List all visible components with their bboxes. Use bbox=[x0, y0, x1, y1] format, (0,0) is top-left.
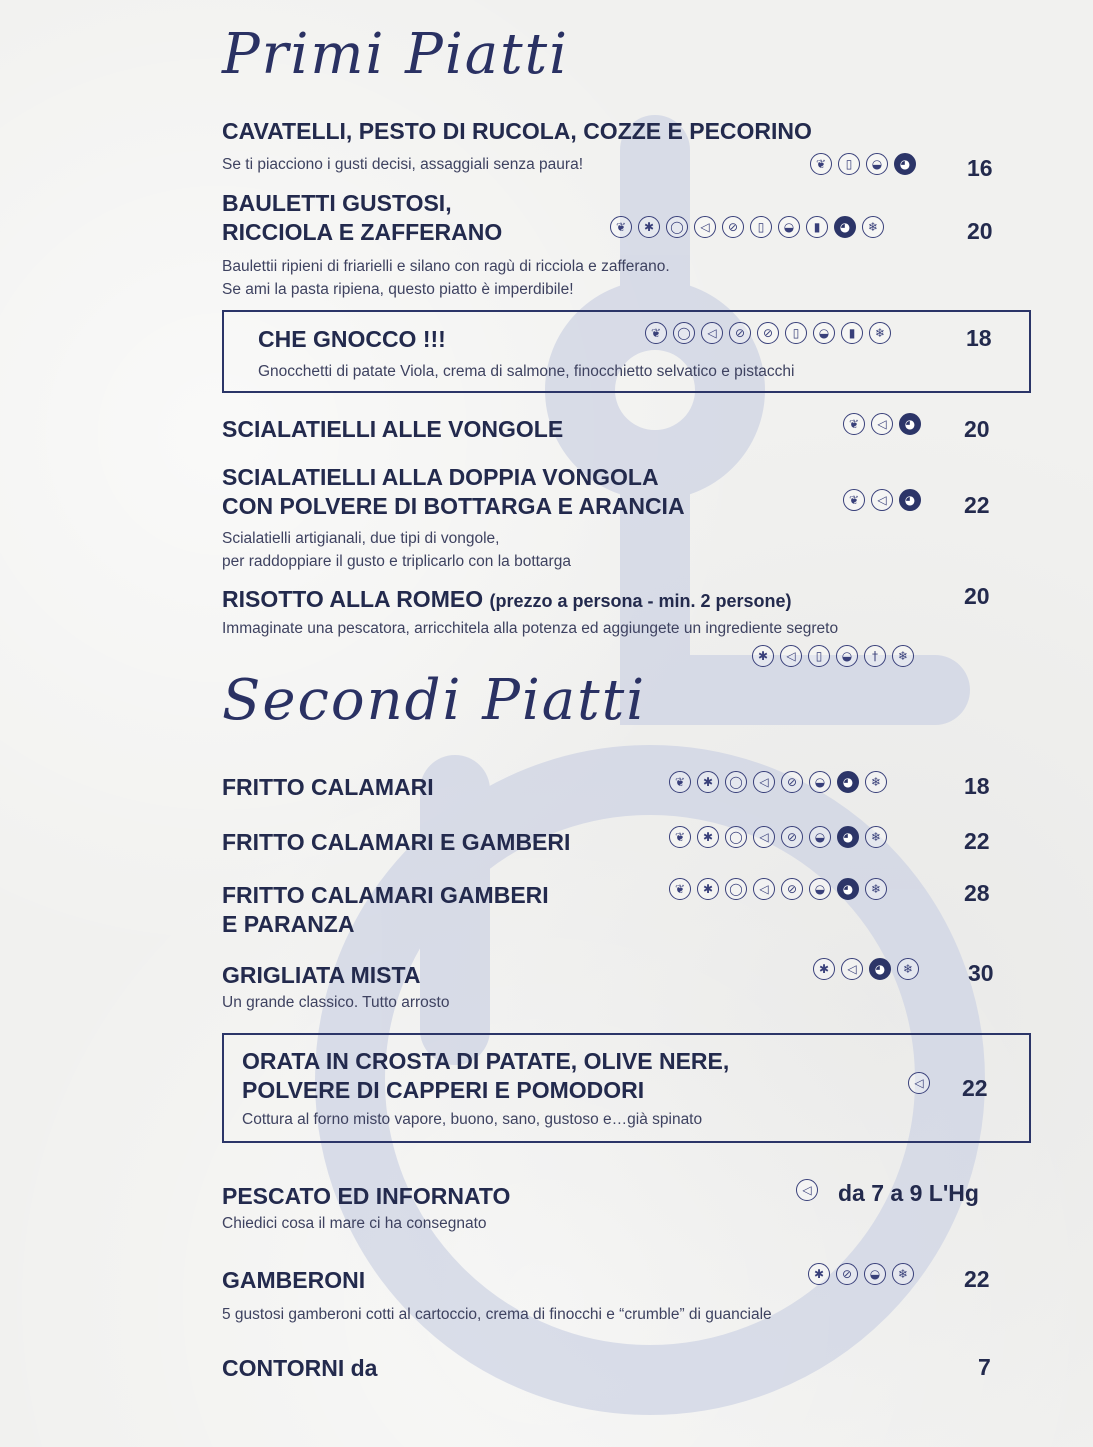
allergen-icons bbox=[752, 645, 914, 667]
fish-icon: ◁ bbox=[871, 413, 893, 435]
egg-outline-icon: ◯ bbox=[725, 826, 747, 848]
allergen-icons bbox=[813, 958, 919, 980]
mollusc-icon: ◕ bbox=[837, 771, 859, 793]
celery-icon: ▮ bbox=[806, 216, 828, 238]
crustacean-icon: ✱ bbox=[752, 645, 774, 667]
milk-icon: ▯ bbox=[750, 216, 772, 238]
dish-name: RISOTTO ALLA ROMEO bbox=[222, 586, 484, 612]
dish-price: 20 bbox=[967, 218, 993, 244]
crustacean-icon: ✱ bbox=[813, 958, 835, 980]
dish-name: GRIGLIATA MISTA bbox=[222, 962, 421, 988]
dish-price: 22 bbox=[964, 828, 990, 854]
dish-name: ORATA IN CROSTA DI PATATE, OLIVE NERE, bbox=[242, 1048, 730, 1074]
dish-description: Baulettii ripieni di friarielli e silano con ragù di ricciola e zafferano. bbox=[222, 258, 670, 275]
nut-icon: ⊘ bbox=[781, 878, 803, 900]
dish-name: GAMBERONI bbox=[222, 1267, 366, 1293]
dish-price: 22 bbox=[962, 1075, 988, 1101]
dish-description: Se ami la pasta ripiena, questo piatto è imperdibile! bbox=[222, 281, 574, 298]
nut-icon: ⊘ bbox=[836, 1263, 858, 1285]
crustacean-icon: ✱ bbox=[697, 826, 719, 848]
dish-name: SCIALATIELLI ALLE VONGOLE bbox=[222, 416, 564, 442]
egg-icon: ◒ bbox=[864, 1263, 886, 1285]
section-title-primi: Primi Piatti bbox=[222, 22, 570, 87]
frozen-icon: ❄ bbox=[865, 878, 887, 900]
dish-name: FRITTO CALAMARI bbox=[222, 774, 434, 800]
egg-outline-icon: ◯ bbox=[725, 878, 747, 900]
frozen-icon: ❄ bbox=[862, 216, 884, 238]
celery-icon: ▮ bbox=[841, 322, 863, 344]
egg-outline-icon: ◯ bbox=[673, 322, 695, 344]
mollusc-icon: ◕ bbox=[899, 489, 921, 511]
dish-price: 28 bbox=[964, 880, 990, 906]
dish-name: CAVATELLI, PESTO DI RUCOLA, COZZE E PECORINO bbox=[222, 118, 812, 144]
mollusc-icon: ◕ bbox=[899, 413, 921, 435]
dish-price: 18 bbox=[964, 773, 990, 799]
dish-price: da 7 a 9 L'Hg bbox=[838, 1180, 979, 1206]
egg-icon: ◒ bbox=[836, 645, 858, 667]
crustacean-icon: ✱ bbox=[638, 216, 660, 238]
fish-icon: ◁ bbox=[694, 216, 716, 238]
dish-price: 18 bbox=[966, 325, 992, 351]
mollusc-icon: ◕ bbox=[837, 878, 859, 900]
frozen-icon: ❄ bbox=[869, 322, 891, 344]
mollusc-icon: ◕ bbox=[837, 826, 859, 848]
dish-name: FRITTO CALAMARI GAMBERI bbox=[222, 882, 549, 908]
dish-name: SCIALATIELLI ALLA DOPPIA VONGOLA bbox=[222, 464, 659, 490]
gluten-icon: ❦ bbox=[669, 878, 691, 900]
frozen-icon: ❄ bbox=[865, 771, 887, 793]
nut-icon: ⊘ bbox=[757, 322, 779, 344]
dish-description: 5 gustosi gamberoni cotti al cartoccio, crema di finocchi e “crumble” di guanciale bbox=[222, 1306, 772, 1323]
milk-icon: ▯ bbox=[838, 153, 860, 175]
dish-price: 20 bbox=[964, 583, 990, 609]
dish-name: E PARANZA bbox=[222, 911, 355, 937]
milk-icon: ▯ bbox=[785, 322, 807, 344]
gluten-icon: ❦ bbox=[810, 153, 832, 175]
dish-description: Chiedici cosa il mare ci ha consegnato bbox=[222, 1215, 487, 1232]
dish-description: per raddoppiare il gusto e triplicarlo con la bottarga bbox=[222, 553, 571, 570]
egg-outline-icon: ◯ bbox=[725, 771, 747, 793]
section-title-secondi: Secondi Piatti bbox=[222, 668, 647, 733]
fish-icon: ◁ bbox=[841, 958, 863, 980]
milk-icon: ▯ bbox=[808, 645, 830, 667]
allergen-icons bbox=[908, 1072, 930, 1094]
allergen-icons bbox=[843, 413, 921, 435]
fish-icon: ◁ bbox=[701, 322, 723, 344]
frozen-icon: ❄ bbox=[865, 826, 887, 848]
fish-icon: ◁ bbox=[796, 1179, 818, 1201]
nut-icon: ⊘ bbox=[722, 216, 744, 238]
fish-icon: ◁ bbox=[908, 1072, 930, 1094]
allergen-icons bbox=[808, 1263, 914, 1285]
dish-name: CHE GNOCCO !!! bbox=[258, 326, 446, 352]
dish-description: Se ti piacciono i gusti decisi, assaggiali senza paura! bbox=[222, 156, 584, 173]
allergen-icons bbox=[645, 322, 891, 344]
dish-name: BAULETTI GUSTOSI, bbox=[222, 190, 452, 216]
dish-description: Immaginate una pescatora, arricchitela alla potenza ed aggiungete un ingrediente segreto bbox=[222, 620, 839, 637]
frozen-icon: ❄ bbox=[897, 958, 919, 980]
mollusc-icon: ◕ bbox=[869, 958, 891, 980]
gluten-icon: ❦ bbox=[669, 826, 691, 848]
dish-name: POLVERE DI CAPPERI E POMODORI bbox=[242, 1077, 645, 1103]
dish-description: Un grande classico. Tutto arrosto bbox=[222, 994, 450, 1011]
allergen-icons bbox=[610, 216, 884, 238]
dish-name: PESCATO ED INFORNATO bbox=[222, 1183, 511, 1209]
dish-description: Cottura al forno misto vapore, buono, sano, gustoso e…già spinato bbox=[242, 1111, 703, 1128]
fish-icon: ◁ bbox=[753, 826, 775, 848]
fish-icon: ◁ bbox=[753, 771, 775, 793]
egg-icon: ◒ bbox=[813, 322, 835, 344]
dish-price: 16 bbox=[967, 155, 993, 181]
dish-price: 30 bbox=[968, 960, 994, 986]
egg-icon: ◒ bbox=[809, 771, 831, 793]
gluten-icon: ❦ bbox=[843, 413, 865, 435]
dish-description: Gnocchetti di patate Viola, crema di salmone, finocchietto selvatico e pistacchi bbox=[258, 363, 795, 380]
nut-icon: ⊘ bbox=[781, 771, 803, 793]
fish-icon: ◁ bbox=[871, 489, 893, 511]
allergen-icons bbox=[669, 826, 887, 848]
mollusc-icon: ◕ bbox=[894, 153, 916, 175]
sulphite-icon: † bbox=[864, 645, 886, 667]
gluten-icon: ❦ bbox=[669, 771, 691, 793]
gluten-icon: ❦ bbox=[843, 489, 865, 511]
allergen-icons bbox=[796, 1179, 818, 1201]
egg-icon: ◒ bbox=[809, 878, 831, 900]
allergen-icons bbox=[669, 771, 887, 793]
dish-price: 22 bbox=[964, 1266, 990, 1292]
egg-icon: ◒ bbox=[778, 216, 800, 238]
allergen-icons bbox=[669, 878, 887, 900]
dish-name: CON POLVERE DI BOTTARGA E ARANCIA bbox=[222, 493, 685, 519]
crustacean-icon: ✱ bbox=[808, 1263, 830, 1285]
allergen-icons bbox=[810, 153, 916, 175]
mollusc-icon: ◕ bbox=[834, 216, 856, 238]
gluten-icon: ❦ bbox=[645, 322, 667, 344]
dish-price: 20 bbox=[964, 416, 990, 442]
nut-icon: ⊘ bbox=[781, 826, 803, 848]
dish-name-row bbox=[222, 584, 792, 616]
dish-price: 22 bbox=[964, 492, 990, 518]
nut-icon: ⊘ bbox=[729, 322, 751, 344]
egg-icon: ◒ bbox=[809, 826, 831, 848]
fish-icon: ◁ bbox=[780, 645, 802, 667]
egg-icon: ◒ bbox=[866, 153, 888, 175]
frozen-icon: ❄ bbox=[892, 645, 914, 667]
dish-name: RICCIOLA E ZAFFERANO bbox=[222, 219, 503, 245]
dish-description: Scialatielli artigianali, due tipi di vongole, bbox=[222, 530, 500, 547]
dish-name: CONTORNI da bbox=[222, 1355, 378, 1381]
egg-outline-icon: ◯ bbox=[666, 216, 688, 238]
dish-name: FRITTO CALAMARI E GAMBERI bbox=[222, 829, 571, 855]
allergen-icons bbox=[843, 489, 921, 511]
fish-icon: ◁ bbox=[753, 878, 775, 900]
crustacean-icon: ✱ bbox=[697, 771, 719, 793]
dish-note: (prezzo a persona - min. 2 persone) bbox=[489, 591, 792, 611]
dish-price: 7 bbox=[978, 1354, 991, 1380]
crustacean-icon: ✱ bbox=[697, 878, 719, 900]
frozen-icon: ❄ bbox=[892, 1263, 914, 1285]
gluten-icon: ❦ bbox=[610, 216, 632, 238]
